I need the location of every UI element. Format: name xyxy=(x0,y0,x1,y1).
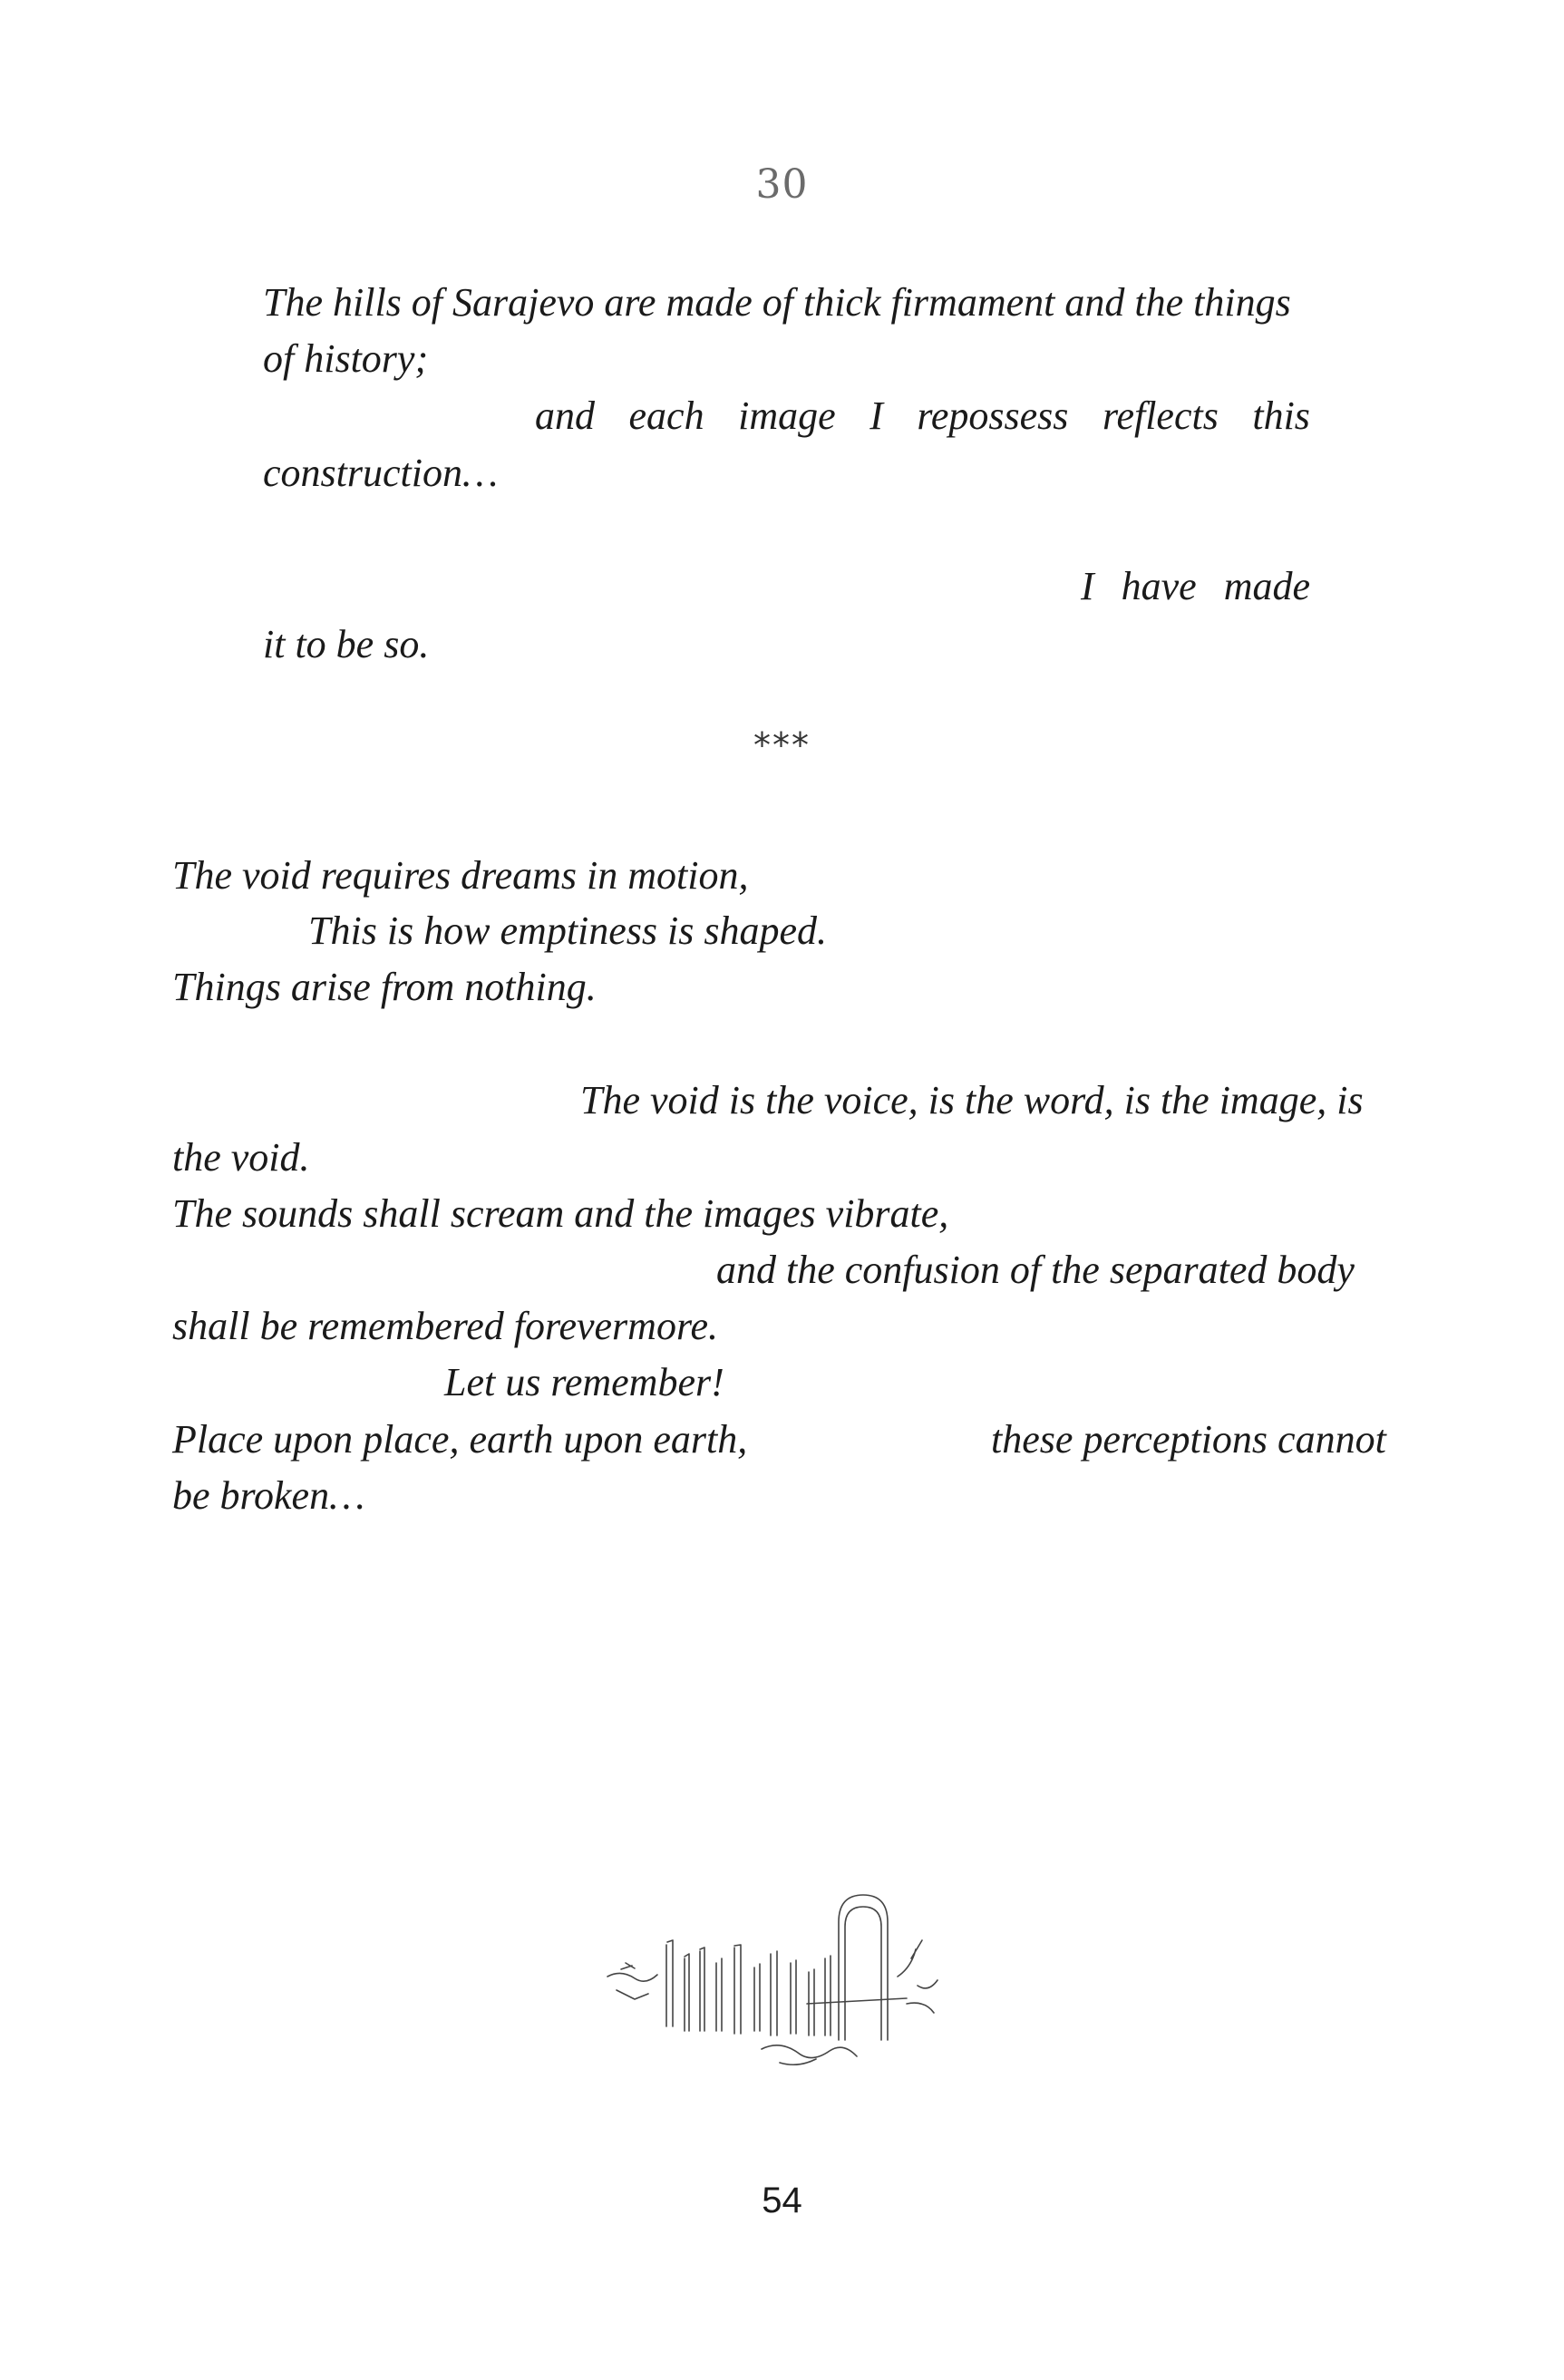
verse-word: reflects xyxy=(1102,393,1219,438)
verse-line: and the confusion of the separated body xyxy=(716,1248,1355,1292)
verse-line-justified xyxy=(1081,559,1310,615)
verse-line: The hills of Sarajevo are made of thick firmament and the things xyxy=(263,280,1291,325)
page-number: 54 xyxy=(762,2181,802,2220)
verse-line: The void requires dreams in motion, xyxy=(172,853,749,898)
verse-line: This is how emptiness is shaped. xyxy=(308,908,828,953)
verse-line: Things arise from nothing. xyxy=(172,965,597,1009)
section-separator: *** xyxy=(753,725,811,765)
section-number: 30 xyxy=(755,161,809,208)
verse-word: this xyxy=(1252,393,1310,438)
verse-line: the void. xyxy=(172,1135,310,1180)
verse-word: made xyxy=(1223,564,1310,608)
verse-line: The sounds shall scream and the images vibrate, xyxy=(172,1191,949,1236)
verse-word: I xyxy=(869,393,883,438)
verse-line: Place upon place, earth upon earth, xyxy=(172,1417,748,1462)
cemetery-sketch-icon xyxy=(598,1868,979,2076)
verse-line: of history; xyxy=(263,336,429,381)
verse-line: shall be remembered forevermore. xyxy=(172,1304,718,1348)
verse-line: it to be so. xyxy=(263,622,430,666)
verse-word: repossess xyxy=(917,393,1069,438)
verse-line: these perceptions cannot xyxy=(991,1417,1386,1462)
verse-line: The void is the voice, is the word, is the image, is xyxy=(580,1078,1364,1122)
verse-line: construction… xyxy=(263,451,499,495)
verse-word: have xyxy=(1121,564,1197,608)
verse-line: be broken… xyxy=(172,1473,365,1518)
verse-line: Let us remember! xyxy=(444,1360,724,1404)
verse-word: I xyxy=(1081,564,1094,608)
verse-word: and xyxy=(535,393,595,438)
verse-word: image xyxy=(738,393,836,438)
verse-line-justified xyxy=(535,388,1310,444)
verse-word: each xyxy=(628,393,704,438)
